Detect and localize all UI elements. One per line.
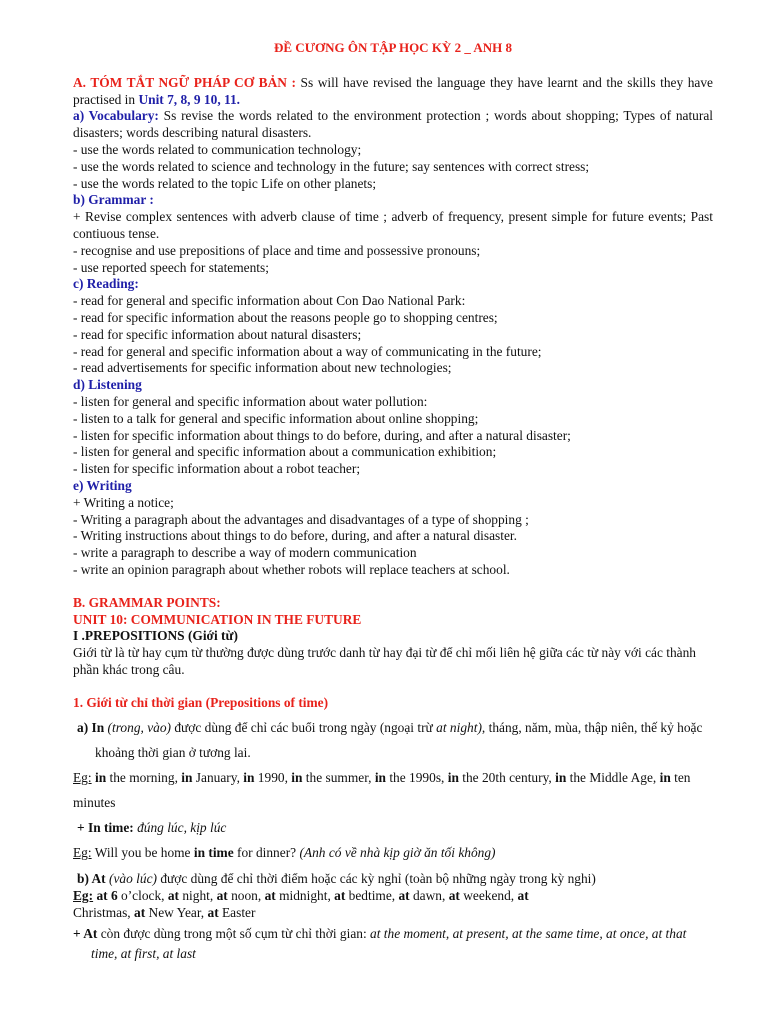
vocabulary-item: - use the words related to science and technology in the future; say sentences with correct stress;	[73, 158, 590, 174]
in-rule-text-cont: , tháng, năm, mùa, thập niên, thế kỷ hoặc khoảng thời gian ở tương lai.	[95, 720, 703, 761]
vocabulary-text: Ss revise the words related to the environment protection ; words about shopping; Types of natural disasters; words describing natural disasters.	[73, 108, 713, 141]
in-rule-label: a) In	[77, 720, 105, 736]
spacer	[73, 579, 713, 595]
in-time-meaning: đúng lúc, kịp lúc	[133, 820, 227, 836]
writing-heading: e) Writing	[73, 477, 132, 493]
at-rule-label: b) At	[77, 871, 106, 887]
reading-item: - read for general and specific information about a way of communicating in the future;	[73, 343, 542, 359]
example-text: for dinner?	[233, 845, 300, 861]
example-text: o’clock,	[117, 888, 168, 904]
in-rule-meaning: (trong, vào)	[107, 720, 171, 736]
at-rule	[73, 871, 713, 888]
listening-heading: d) Listening	[73, 377, 142, 393]
keyword-in: in	[243, 770, 255, 786]
vocabulary-item: - use the words related to the topic Life on other planets;	[73, 175, 377, 191]
prepositions-heading: I .PREPOSITIONS (Giới từ)	[73, 628, 238, 644]
example-text: the summer,	[302, 770, 375, 786]
example-label: Eg:	[73, 770, 92, 786]
keyword-at: at	[216, 888, 228, 904]
keyword-at: at	[334, 888, 346, 904]
keyword-at: at	[264, 888, 276, 904]
example-text: the 20th century,	[458, 770, 556, 786]
at-example	[73, 888, 553, 922]
keyword-at: at	[207, 905, 219, 921]
prepositions-definition: Giới từ là từ hay cụm từ thường được dùng trước danh từ hay đại từ để chỉ mối liên hệ giữa các từ này với các thành phần khác trong câu.	[73, 645, 696, 677]
keyword-at: at	[448, 888, 460, 904]
writing-item: - Writing a paragraph about the advantages and disadvantages of a type of shopping ;	[73, 511, 529, 527]
listening-item: - listen for general and specific information about a communication exhibition;	[73, 444, 497, 460]
vocabulary-paragraph	[73, 108, 713, 142]
example-text: January,	[192, 770, 244, 786]
reading-item: - read for specific information about natural disasters;	[73, 326, 362, 342]
section-a-units: Unit 7, 8, 9 10, 11.	[138, 91, 241, 107]
vocabulary-item: - use the words related to communication technology;	[73, 141, 362, 157]
writing-item: - write an opinion paragraph about whether robots will replace teachers at school.	[73, 561, 510, 577]
listening-item: - listen for specific information about things to do before, during, and after a natural disaster;	[73, 427, 571, 443]
keyword-at: at	[517, 888, 529, 904]
section-b-heading: B. GRAMMAR POINTS:	[73, 594, 221, 610]
reading-item: - read for specific information about the reasons people go to shopping centres;	[73, 309, 498, 325]
example-text: bedtime,	[345, 888, 399, 904]
vocabulary-heading: a) Vocabulary:	[73, 108, 159, 124]
keyword-in: in	[181, 770, 193, 786]
at-more-text: còn được dùng trong một số cụm từ chỉ thời gian:	[97, 925, 371, 941]
example-label: Eg:	[73, 888, 94, 904]
example-text: noon,	[227, 888, 265, 904]
in-rule-exception: at night)	[436, 720, 482, 736]
unit-heading: UNIT 10: COMMUNICATION IN THE FUTURE	[73, 611, 362, 627]
writing-item: - write a paragraph to describe a way of modern communication	[73, 545, 417, 561]
in-rule	[73, 715, 713, 765]
example-text: New Year,	[145, 905, 208, 921]
keyword-at: at	[167, 888, 180, 904]
reading-item: - read advertisements for specific information about new technologies;	[73, 360, 452, 376]
example-translation: (Anh có về nhà kịp giờ ăn tối không)	[299, 845, 496, 861]
grammar-heading: b) Grammar :	[73, 192, 154, 208]
reading-item: - read for general and specific information about Con Dao National Park:	[73, 293, 466, 309]
keyword-in: in	[374, 770, 386, 786]
example-text: the morning,	[106, 770, 182, 786]
keyword-in: in	[94, 770, 107, 786]
example-text: dawn,	[409, 888, 449, 904]
at-rule-meaning: (vào lúc)	[109, 871, 157, 887]
at-more-rule	[73, 924, 713, 964]
grammar-item: - recognise and use prepositions of place and time and possessive pronouns;	[73, 242, 481, 258]
example-text: night,	[179, 888, 217, 904]
at-more-label: + At	[73, 925, 98, 941]
example-text: the 1990s,	[385, 770, 448, 786]
example-text: weekend,	[459, 888, 518, 904]
example-text: 1990,	[254, 770, 292, 786]
grammar-item: - use reported speech for statements;	[73, 259, 269, 275]
keyword-at: at	[398, 888, 410, 904]
listening-item: - listen for general and specific information about water pollution:	[73, 393, 428, 409]
listening-item: - listen for specific information about a robot teacher;	[73, 461, 361, 477]
keyword-at: at	[134, 905, 146, 921]
listening-item: - listen to a talk for general and specific information about online shopping;	[73, 410, 479, 426]
section-a-heading: A. TÓM TẮT NGỮ PHÁP CƠ BẢN :	[73, 74, 296, 90]
reading-heading: c) Reading:	[73, 276, 139, 292]
keyword-in-time: in time	[193, 845, 234, 861]
keyword-at-6: at 6	[96, 888, 118, 904]
example-text: midnight,	[275, 888, 335, 904]
writing-item: - Writing instructions about things to do before, during, and after a natural disaster.	[73, 528, 517, 544]
example-text: Will you be home	[91, 845, 194, 861]
example-text: the Middle Age,	[566, 770, 660, 786]
keyword-in: in	[447, 770, 459, 786]
section-a-intro-text: Ss will have revised the language they have learnt and the skills they have practised in	[73, 74, 713, 107]
spacer	[73, 679, 713, 695]
example-label: Eg:	[73, 845, 92, 861]
in-time-rule	[73, 815, 713, 840]
example-text: ten minutes	[73, 770, 691, 811]
in-rule-text: được dùng để chỉ các buổi trong ngày (ngoại trừ	[171, 720, 437, 736]
in-time-label: + In time:	[77, 820, 134, 836]
keyword-in: in	[555, 770, 567, 786]
section-a-intro	[73, 75, 713, 109]
time-prepositions-heading: 1. Giới từ chỉ thời gian (Prepositions of time)	[73, 694, 329, 710]
example-text: Easter	[218, 905, 256, 921]
writing-item: + Writing a notice;	[73, 494, 174, 510]
in-example	[73, 765, 713, 815]
keyword-in: in	[659, 770, 671, 786]
at-rule-text: được dùng để chỉ thời điểm hoặc các kỳ nghỉ (toàn bộ những ngày trong kỳ nghi)	[156, 871, 596, 887]
grammar-lead: + Revise complex sentences with adverb clause of time ; adverb of frequency, present simple for future events; Past contiuous tense.	[73, 209, 713, 241]
document-title: ĐỀ CƯƠNG ÔN TẬP HỌC KỲ 2 _ ANH 8	[274, 40, 512, 55]
keyword-in: in	[291, 770, 303, 786]
document-page	[73, 40, 713, 964]
at-more-phrases: at the moment, at present, at the same time, at once, at that time, at first, at last	[91, 925, 687, 961]
example-text: Christmas,	[73, 905, 135, 921]
in-time-example	[73, 840, 713, 865]
